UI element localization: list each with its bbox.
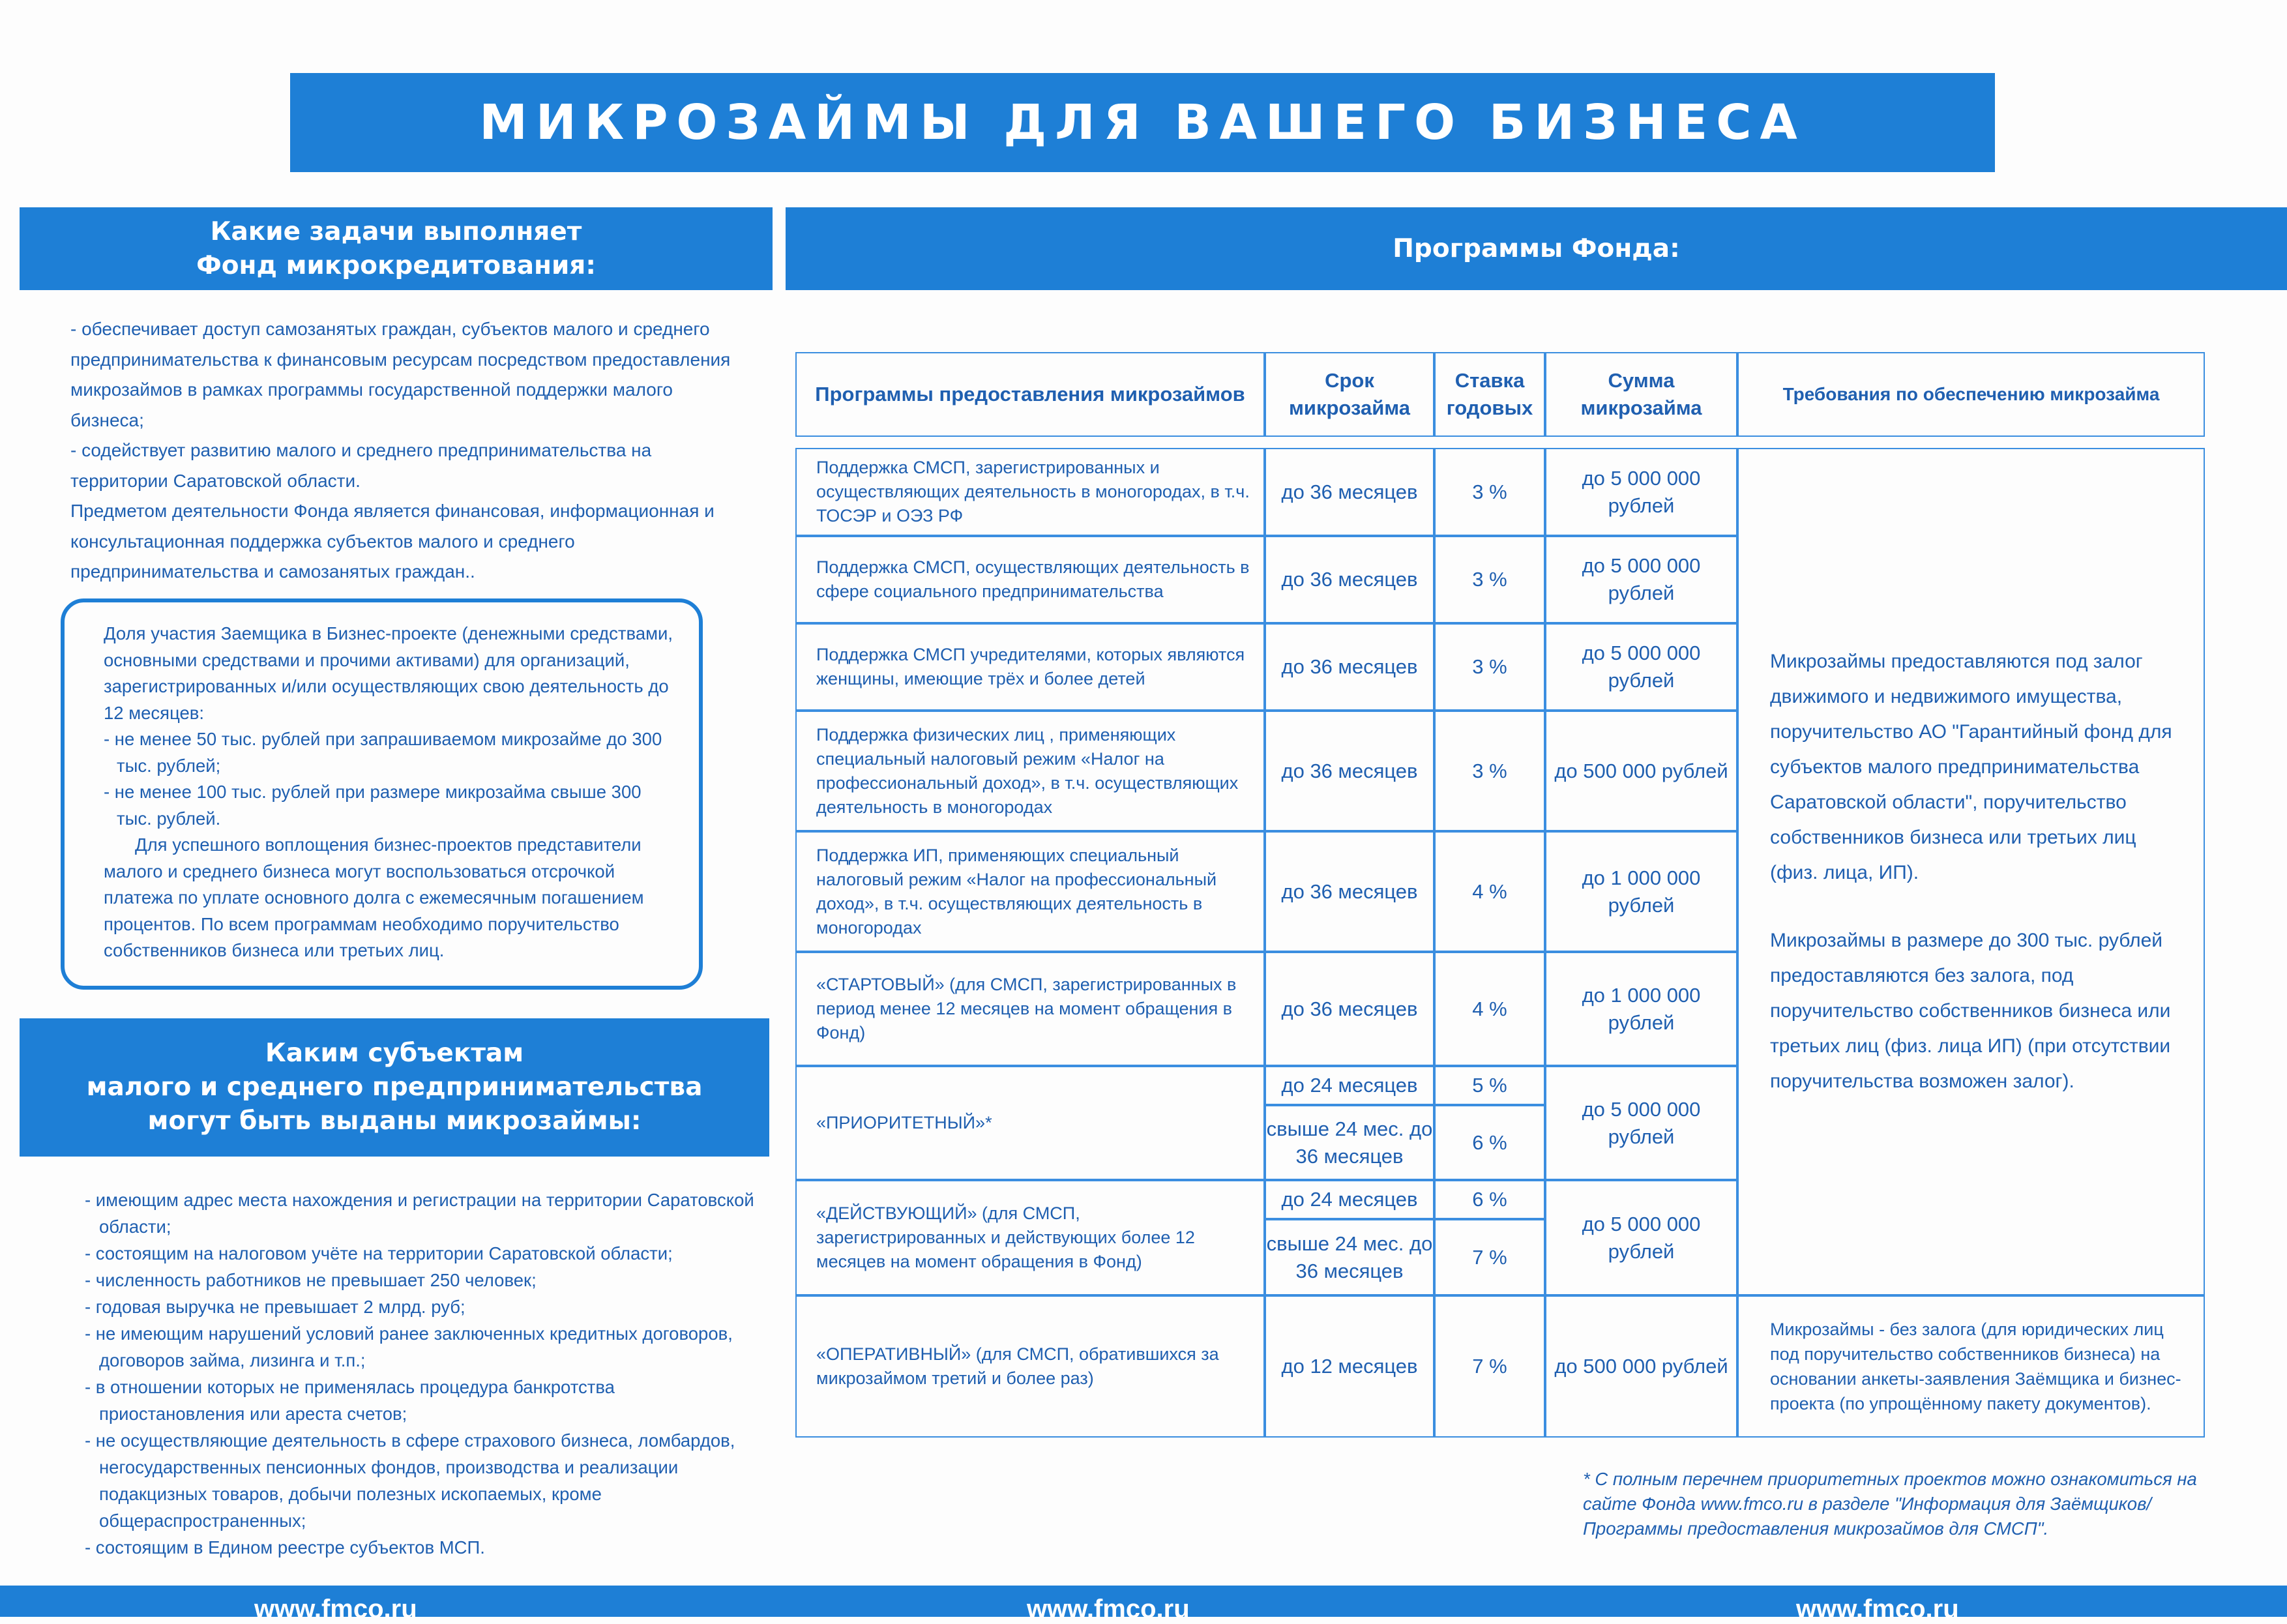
table-cell-amount: до 1 000 000 рублей: [1545, 831, 1737, 952]
subjects-heading-line2: малого и среднего предпринимательства: [86, 1072, 703, 1102]
list-item: - имеющим адрес места нахождения и регистрации на территории Саратовской области;: [85, 1190, 754, 1237]
table-cell-requirements-last: Микрозаймы - без залога (для юридических лиц под поручительство собственников бизнеса) на основании анкеты-заявления Заёмщика и бизнес-проекта (по упрощённому пакету документов).: [1737, 1295, 2205, 1438]
table-cell-term: до 36 месяцев: [1265, 623, 1434, 711]
table-cell-amount: до 5 000 000 рублей: [1545, 448, 1737, 536]
table-cell-program: Поддержка СМСП учредителями, которых являются женщины, имеющие трёх и более детей: [795, 623, 1265, 711]
table-header-rate: Ставка годовых: [1434, 352, 1545, 437]
table-cell-rate: 3 %: [1434, 536, 1545, 623]
table-cell-program: Поддержка физических лиц , применяющих специальный налоговый режим «Налог на профессиональный доход», в т.ч. осуществляющих деятельность в моногородах: [795, 711, 1265, 831]
table-cell-term: до 12 месяцев: [1265, 1295, 1434, 1438]
table-cell-rate: 7 %: [1434, 1295, 1545, 1438]
list-item: - не имеющим нарушений условий ранее заключенных кредитных договоров, договоров займа, лизинга и т.п.;: [85, 1323, 733, 1370]
table-header-requirements: Требования по обеспечению микрозайма: [1737, 352, 2205, 437]
table-cell-program: Поддержка ИП, применяющих специальный налоговый режим «Налог на профессиональный доход», в т.ч. осуществляющих деятельность в моногородах: [795, 831, 1265, 952]
footnote: * С полным перечнем приоритетных проектов можно ознакомиться на сайте Фонда www.fmco.ru в разделе "Информация для Заёмщиков/Программы предоставления микрозаймов для СМСП".: [1583, 1469, 2197, 1539]
table-cell-term: до 36 месяцев: [1265, 536, 1434, 623]
table-cell-rate: 3 %: [1434, 448, 1545, 536]
table-cell-term: свыше 24 мес. до 36 месяцев: [1265, 1219, 1434, 1295]
footer-url-link[interactable]: www.fmco.ru: [1796, 1595, 1959, 1623]
subjects-list: [85, 1187, 756, 1561]
table-cell-rate: 6 %: [1434, 1180, 1545, 1219]
subjects-heading-line3: могут быть выданы микрозаймы:: [147, 1106, 642, 1136]
list-item: - не осуществляющие деятельность в сфере страхового бизнеса, ломбардов, негосударственных пенсионных фондов, производства и реализации подакцизных товаров, добычи полезных ископаемых, кроме общераспространенных;: [85, 1430, 735, 1531]
tasks-paragraph: Предметом деятельности Фонда является финансовая, информационная и консультационная поддержка субъектов малого и среднего предпринимательства и самозанятых граждан..: [70, 501, 715, 582]
table-cell-requirements: [1737, 448, 2205, 1295]
table-cell-rate: 4 %: [1434, 952, 1545, 1066]
table-cell-term: свыше 24 мес. до 36 месяцев: [1265, 1105, 1434, 1180]
table-header-term: Срок микрозайма: [1265, 352, 1434, 437]
brochure-title: МИКРОЗАЙМЫ ДЛЯ ВАШЕГО БИЗНЕСА: [479, 95, 1806, 151]
table-cell-program: «СТАРТОВЫЙ» (для СМСП, зарегистрированных в период менее 12 месяцев на момент обращения в Фонд): [795, 952, 1265, 1066]
requirements-main-2: Микрозаймы в размере до 300 тыс. рублей предоставляются без залога, под поручительство собственников бизнеса или третьих лиц (физ. лица ИП) (при отсутствии поручительства возможен залог).: [1770, 930, 2171, 1092]
list-item: - состоящим на налоговом учёте на территории Саратовской области;: [85, 1243, 673, 1263]
borrower-share-box: [61, 598, 703, 990]
table-cell-amount: до 5 000 000 рублей: [1545, 1066, 1737, 1180]
list-item: - в отношении которых не применялась процедура банкротства приостановления или ареста счетов;: [85, 1377, 615, 1424]
share-paragraph: Доля участия Заемщика в Бизнес-проекте (денежными средствами, основными средствами и прочими активами) для организаций, зарегистрированных и/или осуществляющих свою деятельность до 12 месяцев:: [104, 623, 673, 723]
table-cell-program: Поддержка СМСП, осуществляющих деятельность в сфере социального предпринимательства: [795, 536, 1265, 623]
table-cell-amount: до 5 000 000 рублей: [1545, 1180, 1737, 1295]
share-paragraph: - не менее 50 тыс. рублей при запрашиваемом микрозайме до 300 тыс. рублей;: [104, 729, 662, 776]
list-item: - годовая выручка не превышает 2 млрд. руб;: [85, 1297, 465, 1317]
tasks-paragraph: - содействует развитию малого и среднего предпринимательства на территории Саратовской области.: [70, 440, 652, 491]
table-cell-amount: до 5 000 000 рублей: [1545, 623, 1737, 711]
footer-url-link[interactable]: www.fmco.ru: [1027, 1595, 1190, 1623]
tasks-text: [70, 314, 748, 587]
table-cell-rate: 6 %: [1434, 1105, 1545, 1180]
programs-table: [795, 352, 2205, 1438]
table-cell-term: до 24 месяцев: [1265, 1180, 1434, 1219]
table-cell-program: «ПРИОРИТЕТНЫЙ»*: [795, 1066, 1265, 1180]
share-paragraph: Для успешного воплощения бизнес-проектов представители малого и среднего бизнеса могут воспользоваться отсрочкой платежа по уплате основного долга с ежемесячным погашением процентов. По всем программам необходимо поручительство собственников бизнеса или третьих лиц.: [104, 834, 644, 960]
table-cell-term: до 36 месяцев: [1265, 952, 1434, 1066]
tasks-heading-line2: Фонд микрокредитования:: [196, 250, 596, 280]
subjects-heading-line1: Каким субъектам: [265, 1039, 524, 1068]
table-cell-rate: 7 %: [1434, 1219, 1545, 1295]
table-cell-program: Поддержка СМСП, зарегистрированных и осуществляющих деятельность в моногородах, в т.ч. ТОСЭР и ОЭЗ РФ: [795, 448, 1265, 536]
table-header-amount: Сумма микрозайма: [1545, 352, 1737, 437]
share-paragraph: - не менее 100 тыс. рублей при размере микрозайма свыше 300 тыс. рублей.: [104, 782, 642, 829]
table-cell-program: «ДЕЙСТВУЮЩИЙ» (для СМСП, зарегистрированных и действующих более 12 месяцев на момент обращения в Фонд): [795, 1180, 1265, 1295]
requirements-main: Микрозаймы предоставляются под залог движимого и недвижимого имущества, поручительство АО "Гарантийный фонд для субъектов малого предпринимательства Саратовской области", поручительство собственников бизнеса или третьих лиц (физ. лица, ИП).: [1770, 651, 2172, 883]
table-cell-amount: до 5 000 000 рублей: [1545, 536, 1737, 623]
table-cell-amount: до 1 000 000 рублей: [1545, 952, 1737, 1066]
table-cell-rate: 3 %: [1434, 711, 1545, 831]
brochure-title-banner: [290, 73, 1995, 172]
list-item: - численность работников не превышает 250 человек;: [85, 1270, 537, 1290]
footer-url-link[interactable]: www.fmco.ru: [254, 1595, 417, 1623]
table-header-program: Программы предоставления микрозаймов: [795, 352, 1265, 437]
list-item: - состоящим в Едином реестре субъектов МСП.: [85, 1537, 485, 1558]
table-cell-amount: до 500 000 рублей: [1545, 1295, 1737, 1438]
table-cell-program: «ОПЕРАТИВНЫЙ» (для СМСП, обратившихся за микрозаймом третий и более раз): [795, 1295, 1265, 1438]
table-cell-rate: 5 %: [1434, 1066, 1545, 1105]
table-cell-term: до 36 месяцев: [1265, 448, 1434, 536]
table-cell-rate: 3 %: [1434, 623, 1545, 711]
table-cell-term: до 36 месяцев: [1265, 831, 1434, 952]
table-cell-term: до 36 месяцев: [1265, 711, 1434, 831]
tasks-paragraph: - обеспечивает доступ самозанятых граждан, субъектов малого и среднего предпринимательства к финансовым ресурсам посредством предоставления микрозаймов в рамках программы государственной поддержки малого бизнеса;: [70, 319, 731, 430]
table-cell-rate: 4 %: [1434, 831, 1545, 952]
table-cell-term: до 24 месяцев: [1265, 1066, 1434, 1105]
programs-heading: [786, 207, 2287, 290]
subjects-heading: [20, 1018, 769, 1157]
programs-heading-text: Программы Фонда:: [1393, 234, 1680, 263]
table-cell-amount: до 500 000 рублей: [1545, 711, 1737, 831]
tasks-heading-line1: Какие задачи выполняет: [210, 216, 582, 246]
tasks-heading: [20, 207, 773, 290]
